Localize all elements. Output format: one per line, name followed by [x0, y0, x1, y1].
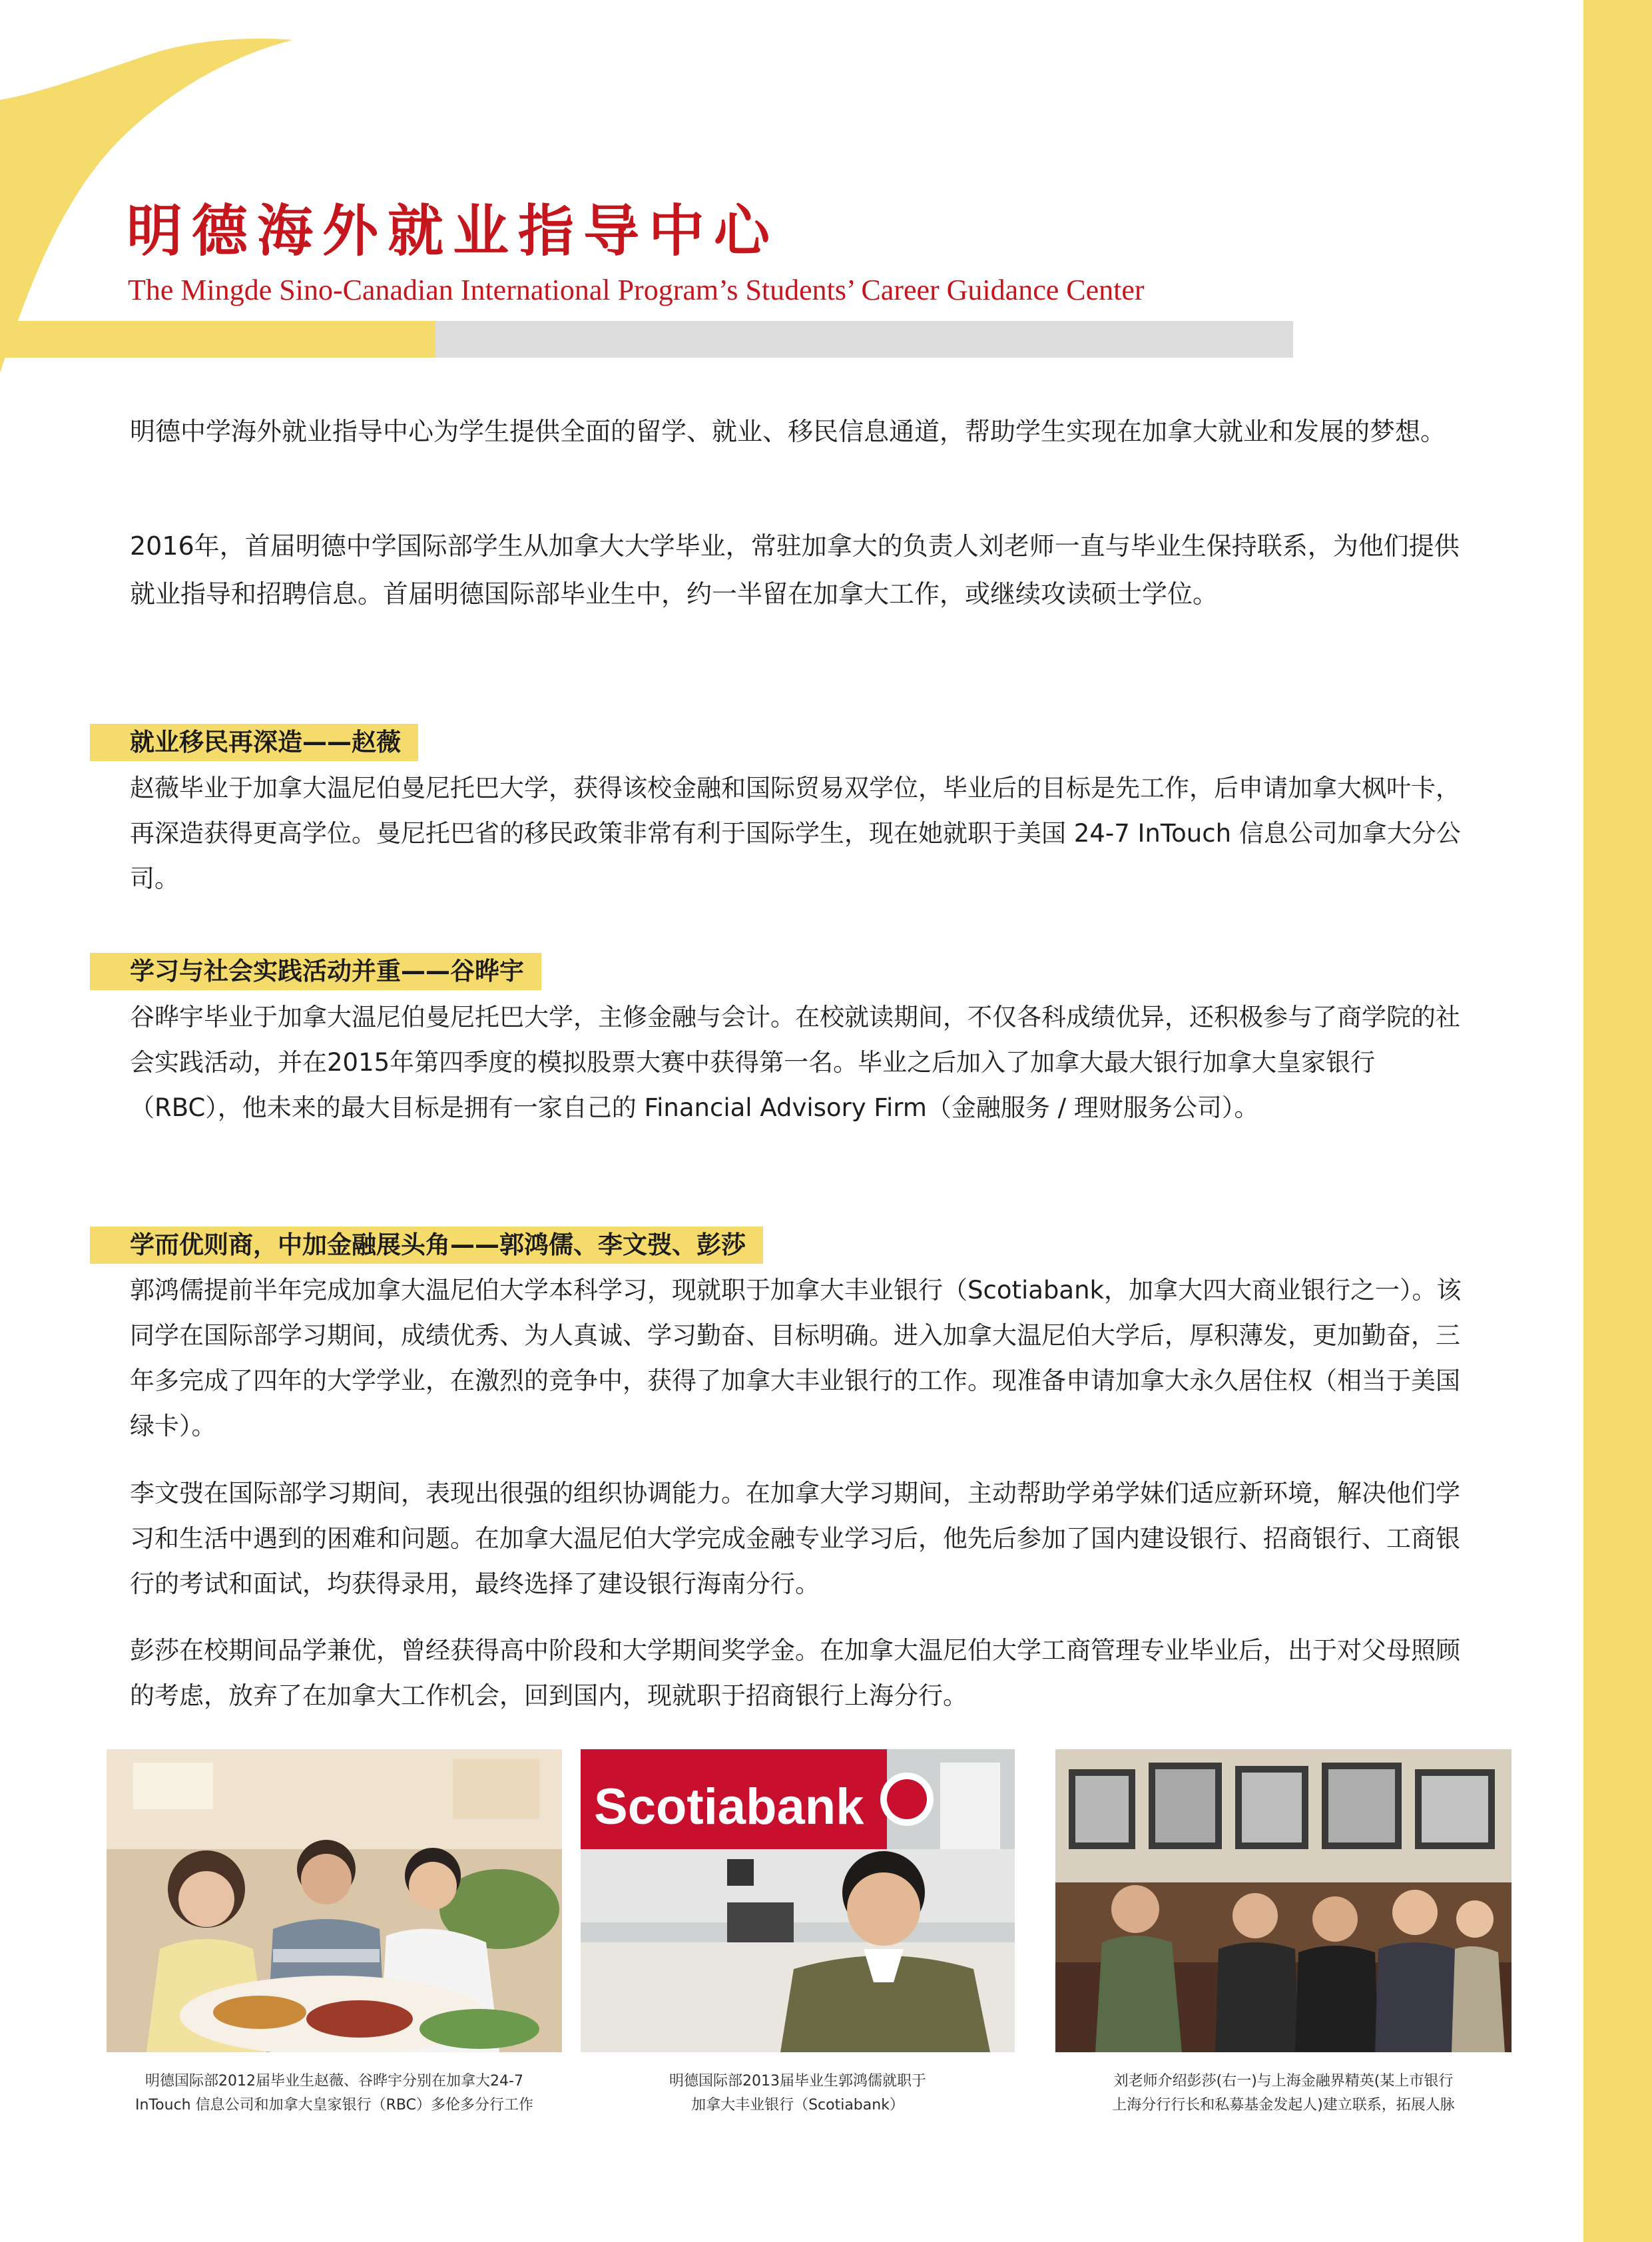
section-paragraph: 李文弢在国际部学习期间，表现出很强的组织协调能力。在加拿大学习期间，主动帮助学弟学妹们适应新环境，解决他们学习和生活中遇到的困难和问题。在加拿大温尼伯大学完成金融专业学习后，他先后参加了国内建设银行、招商银行、工商银行的考试和面试，均获得录用，最终选择了建设银行海南分行。	[130, 1479, 1460, 1598]
section-paragraph: 郭鸿儒提前半年完成加拿大温尼伯大学本科学习，现就职于加拿大丰业银行（Scotiabank，加拿大四大商业银行之一）。该同学在国际部学习期间，成绩优秀、为人真诚、学习勤奋、目标明确。进入加拿大温尼伯大学后，厚积薄发，更加勤奋，三年多完成了四年的大学学业，在激烈的竞争中，获得了加拿大丰业银行的工作。现准备申请加拿大永久居住权（相当于美国绿卡）。	[130, 1276, 1462, 1440]
header-bar-yellow	[0, 321, 435, 358]
caption-line: 明德国际部2013届毕业生郭鸿儒就职于	[669, 2073, 926, 2090]
intro-paragraph-1: 明德中学海外就业指导中心为学生提供全面的留学、就业、移民信息通道，帮助学生实现在加拿大就业和发展的梦想。	[130, 417, 1446, 446]
page-title: 明德海外就业指导中心	[127, 198, 780, 264]
photo-scotiabank	[581, 1749, 1015, 2052]
photo-restaurant-group	[107, 1749, 562, 2052]
caption-line: 上海分行行长和私募基金发起人)建立联系，拓展人脉	[1112, 2097, 1455, 2113]
intro-paragraph-2: 2016年，首届明德中学国际部学生从加拿大大学毕业，常驻加拿大的负责人刘老师一直与毕业生保持联系，为他们提供就业指导和招聘信息。首届明德国际部毕业生中，约一半留在加拿大工作，或继续攻读硕士学位。	[130, 531, 1460, 609]
section-paragraph: 赵薇毕业于加拿大温尼伯曼尼托巴大学，获得该校金融和国际贸易双学位，毕业后的目标是先工作，后申请加拿大枫叶卡，再深造获得更高学位。曼尼托巴省的移民政策非常有利于国际学生，现在她就职于美国 24-7 InTouch 信息公司加拿大分公司。	[130, 774, 1461, 893]
photo-caption-1	[93, 2070, 575, 2117]
caption-line: 刘老师介绍彭莎(右一)与上海金融界精英(某上市银行	[1113, 2073, 1454, 2090]
header-bar-gray	[435, 321, 1293, 358]
corner-swoosh-decoration	[0, 0, 306, 373]
photo-caption-3	[1049, 2070, 1518, 2117]
scotiabank-sign-text: Scotiabank	[594, 1779, 864, 1835]
photo-caption-2	[573, 2070, 1023, 2117]
photo-meeting-financial-leaders	[1055, 1749, 1512, 2052]
right-side-band	[1583, 0, 1652, 2242]
section-heading-gu-yeyu: 学习与社会实践活动并重——谷晔宇	[90, 953, 541, 990]
section-paragraph: 谷晔宇毕业于加拿大温尼伯曼尼托巴大学，主修金融与会计。在校就读期间，不仅各科成绩优异，还积极参与了商学院的社会实践活动，并在2015年第四季度的模拟股票大赛中获得第一名。毕业之后加入了加拿大最大银行加拿大皇家银行（RBC），他未来的最大目标是拥有一家自己的 Financial Advisory Firm（金融服务 / 理财服务公司）。	[130, 1003, 1460, 1122]
caption-line: InTouch 信息公司和加拿大皇家银行（RBC）多伦多分行工作	[135, 2097, 533, 2113]
caption-line: 明德国际部2012届毕业生赵薇、谷晔宇分别在加拿大24-7	[145, 2073, 523, 2090]
section-paragraph: 彭莎在校期间品学兼优，曾经获得高中阶段和大学期间奖学金。在加拿大温尼伯大学工商管理专业毕业后，出于对父母照顾的考虑，放弃了在加拿大工作机会，回到国内，现就职于招商银行上海分行。	[130, 1636, 1460, 1710]
section-heading-zhao-wei: 就业移民再深造——赵薇	[90, 724, 418, 761]
page-subtitle: The Mingde Sino-Canadian International Program’s Students’ Career Guidance Center	[128, 274, 1145, 306]
section-heading-finance-trio: 学而优则商，中加金融展头角——郭鸿儒、李文弢、彭莎	[90, 1227, 763, 1264]
caption-line: 加拿大丰业银行（Scotiabank）	[691, 2097, 904, 2113]
